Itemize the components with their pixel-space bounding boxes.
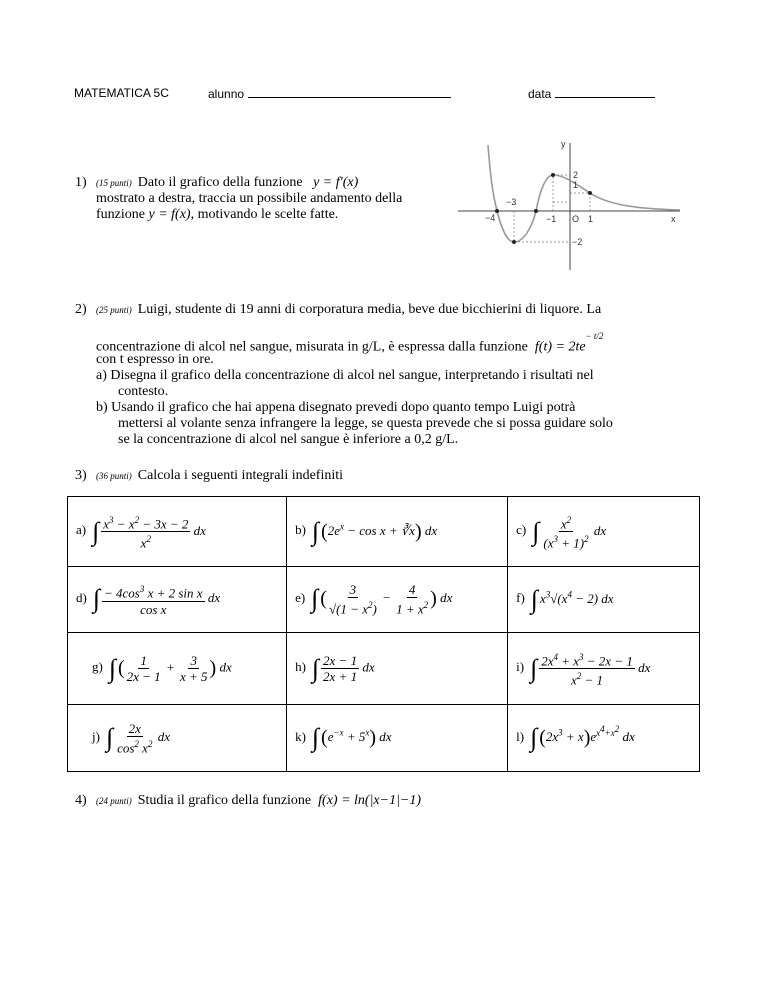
q2-number: 2)	[75, 302, 87, 317]
label-j: j)	[92, 728, 100, 744]
integral-i: i) ∫ $\frac{2x^4 + x^3 - 2x - 1}{x^2 - 1}$ dx	[508, 633, 700, 705]
q1-eq2: y = f(x)	[148, 207, 191, 222]
integral-c: c) ∫ $\frac{x^2}{(x^3 + 1)^2}$ dx	[508, 497, 700, 567]
graph-axis-x: x	[671, 214, 676, 224]
q2-body	[96, 352, 700, 448]
q2-a2: contesto.	[118, 384, 169, 399]
q3-instruction: Calcola i seguenti integrali indefiniti	[137, 468, 344, 483]
q1-line3a: funzione	[96, 207, 145, 222]
label-d: d)	[76, 590, 87, 606]
student-label: alunno	[208, 87, 245, 101]
q4-instruction: Studia il grafico della funzione	[137, 793, 312, 808]
label-i: i)	[516, 659, 525, 675]
date-label: data	[528, 87, 552, 101]
q1-line1: Dato il grafico della funzione	[137, 175, 303, 190]
q1-line2: mostrato a destra, traccia un possibile andamento della	[96, 191, 403, 206]
integral-e: e) ∫ ( $\frac{3}{√(1 - x^2)}$ − $\frac{4}{1 + x^2}$ ) dx	[287, 567, 508, 633]
q3-text	[96, 468, 343, 484]
label-g: g)	[92, 659, 103, 675]
label-a: a)	[76, 522, 87, 538]
integral-b: b) ∫ ($2e^x - \cos x$ + ∛x) dx	[287, 497, 508, 567]
label-b: b)	[295, 522, 306, 538]
q1-number: 1)	[75, 175, 87, 190]
derivative-graph	[458, 135, 688, 275]
q4-eq: f(x) = ln(|x−1|−1)	[318, 793, 422, 808]
q2-points: (25 punti)	[96, 305, 132, 315]
header-date	[528, 86, 655, 101]
label-f: f)	[516, 590, 525, 606]
header-student	[208, 86, 451, 101]
label-k: k)	[295, 728, 306, 744]
integral-g: g) ∫ ( $\frac{1}{2x - 1}$ + $\frac{3}{x + 5}$ ) dx	[68, 633, 287, 705]
date-field[interactable]	[555, 86, 655, 98]
integrals-table	[67, 496, 700, 772]
q2-line1	[96, 302, 700, 318]
q4-number: 4)	[75, 793, 87, 808]
label-e: e)	[295, 590, 306, 606]
graph-tick-x-m3: −3	[506, 197, 517, 207]
q3-points: (36 punti)	[96, 471, 132, 481]
integral-l: l) ∫ $(2x^3 + x)e^{x^4+x^2}$ dx	[508, 705, 700, 772]
label-c: c)	[516, 522, 527, 538]
q4-points: (24 punti)	[96, 796, 132, 806]
integral-k: k) ∫ $(e^{-x} + 5^x)$ dx	[287, 705, 508, 772]
label-l: l)	[516, 728, 525, 744]
graph-tick-x-m1: −1	[546, 214, 557, 224]
q3-number: 3)	[75, 468, 87, 483]
graph-tick-y-m2: −2	[572, 237, 583, 247]
student-name-field[interactable]	[248, 86, 451, 98]
graph-tick-y-2: 2	[573, 170, 579, 180]
q2-b2: mettersi al volante senza infrangere la legge, se questa prevede che si possa guidare solo	[118, 416, 613, 431]
q1-points: (15 punti)	[96, 178, 132, 188]
q1-text	[96, 175, 456, 223]
integral-j: j) ∫ $\frac{2x}{\cos^2 x^2}$ dx	[68, 705, 287, 772]
graph-axis-y: y	[561, 139, 566, 149]
q2-eq: f(t) = 2te	[534, 339, 586, 355]
header-subject: MATEMATICA 5C	[74, 86, 169, 100]
q4-text	[96, 793, 421, 809]
integral-a: a) ∫ $\frac{x^3 - x^2 - 3x - 2}{x^2}$ dx	[68, 497, 287, 567]
label-h: h)	[295, 659, 306, 675]
q2-p2: concentrazione di alcol nel sangue, misurata in g/L, è espressa dalla funzione	[96, 339, 528, 355]
q2-p1: Luigi, studente di 19 anni di corporatura media, beve due bicchierini di liquore. La	[137, 302, 602, 317]
q2-b: b) Usando il grafico che hai appena disegnato prevedi dopo quanto tempo Luigi potrà	[96, 400, 576, 415]
q2-eq-exp: − t/2	[585, 331, 604, 341]
integral-h: h) ∫ $\frac{2x - 1}{2x + 1}$ dx	[287, 633, 508, 705]
q2-b3: se la concentrazione di alcol nel sangue è inferiore a 0,2 g/L.	[118, 432, 459, 447]
graph-tick-x-1: 1	[588, 214, 594, 224]
q1-eq1: y = f′(x)	[313, 175, 359, 190]
q1-line3b: , motivando le scelte fatte.	[190, 207, 339, 222]
graph-origin: O	[572, 214, 580, 224]
q2-p3: con t espresso in ore.	[96, 352, 214, 367]
q2-a: a) Disegna il grafico della concentrazione di alcol nel sangue, interpretando i risultati nel	[96, 368, 594, 383]
graph-tick-x-m4: −4	[485, 213, 496, 223]
integral-f: f) ∫ $x^3√(x^4 - 2)$ dx	[508, 567, 700, 633]
integral-d: d) ∫ $\frac{- 4\cos^3 x + 2 \sin x}{\text{cos x}}$ dx	[68, 567, 287, 633]
graph-tick-y-1: 1	[573, 180, 579, 190]
